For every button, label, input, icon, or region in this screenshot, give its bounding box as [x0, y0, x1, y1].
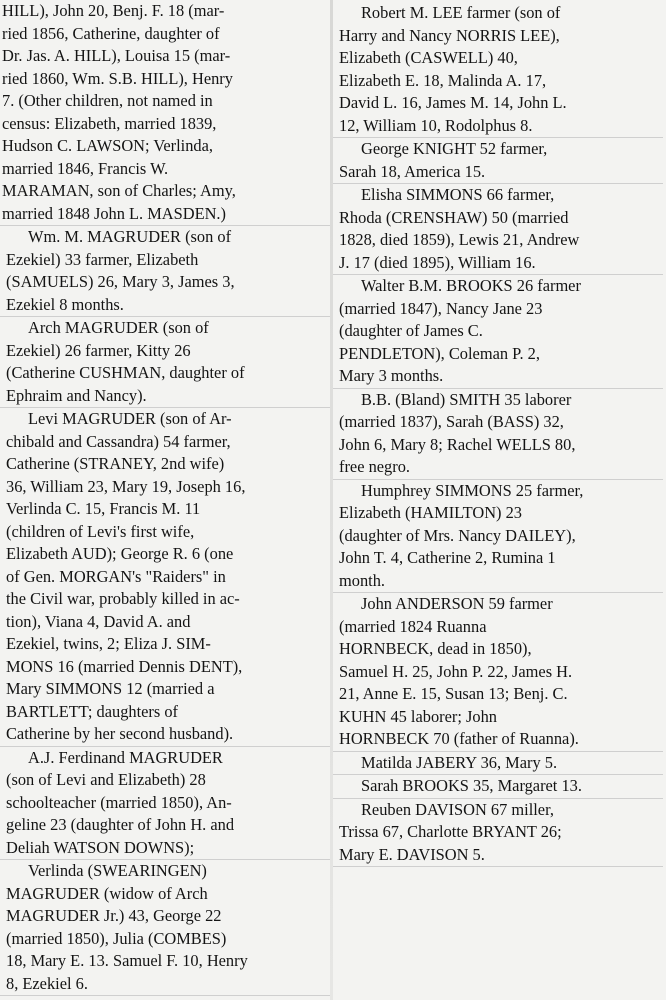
entry-line: Reuben DAVISON 67 miller, — [361, 799, 554, 819]
entry-line: (children of Levi's first wife, — [6, 521, 195, 541]
entry-line: ried 1856, Catherine, daughter of — [2, 23, 220, 43]
entry-line: married 1848 John L. MASDEN.) — [2, 203, 226, 223]
entry-line: BARTLETT; daughters of — [6, 701, 178, 721]
entry-line: MAGRUDER (widow of Arch — [6, 883, 208, 903]
census-entry — [333, 593, 663, 752]
census-entry — [333, 799, 663, 868]
entry-line: Arch MAGRUDER (son of — [28, 318, 209, 337]
census-entry — [333, 775, 663, 799]
left-column — [0, 0, 330, 996]
census-entry — [333, 480, 663, 594]
entry-line: (married 1847), Nancy Jane 23 — [339, 298, 543, 318]
entry-line: 7. (Other children, not named in — [2, 91, 213, 110]
entry-line: tion), Viana 4, David A. and — [6, 611, 191, 631]
entry-line: Matilda JABERY 36, Mary 5. — [361, 752, 558, 772]
census-entry — [0, 408, 330, 747]
entry-line: 18, Mary E. 13. Samuel F. 10, Henry — [6, 951, 248, 970]
entry-line: A.J. Ferdinand MAGRUDER — [28, 747, 223, 767]
entry-line: Rhoda (CRENSHAW) 50 (married — [339, 207, 569, 227]
entry-line: Levi MAGRUDER (son of Ar- — [28, 409, 232, 428]
entry-line: Robert M. LEE farmer (son of — [361, 3, 561, 22]
entry-line: Mary E. DAVISON 5. — [339, 844, 485, 864]
entry-line: Verlinda (SWEARINGEN) — [28, 861, 207, 880]
entry-line: Ezekiel) 26 farmer, Kitty 26 — [6, 340, 191, 360]
entry-line: (SAMUELS) 26, Mary 3, James 3, — [6, 272, 235, 291]
entry-line: Ezekiel, twins, 2; Eliza J. SIM- — [6, 634, 211, 653]
entry-line: geline 23 (daughter of John H. and — [6, 815, 235, 834]
entry-line: Catherine (STRANEY, 2nd wife) — [6, 454, 225, 473]
entry-line: B.B. (Bland) SMITH 35 laborer — [361, 389, 572, 409]
entry-line: Trissa 67, Charlotte BRYANT 26; — [339, 822, 562, 841]
census-entry — [333, 2, 663, 138]
entry-line: HILL), John 20, Benj. F. 18 (mar- — [2, 1, 225, 20]
entry-line: Sarah 18, America 15. — [339, 161, 486, 181]
census-entry — [333, 752, 663, 776]
entry-line: Hudson C. LAWSON; Verlinda, — [2, 136, 213, 155]
right-column — [333, 2, 663, 867]
entry-line: Elizabeth (HAMILTON) 23 — [339, 503, 522, 522]
entry-line: Samuel H. 25, John P. 22, James H. — [339, 661, 573, 681]
entry-line: (son of Levi and Elizabeth) 28 — [6, 770, 206, 789]
entry-line: (married 1850), Julia (COMBES) — [6, 928, 227, 948]
entry-line: Ezekiel 8 months. — [6, 294, 124, 314]
entry-line: free negro. — [339, 457, 410, 476]
entry-line: month. — [339, 570, 385, 590]
entry-line: Elizabeth E. 18, Malinda A. 17, — [339, 70, 547, 90]
entry-line: 8, Ezekiel 6. — [6, 973, 88, 993]
entry-line: chibald and Cassandra) 54 farmer, — [6, 431, 231, 451]
entry-line: married 1846, Francis W. — [2, 158, 169, 178]
entry-line: Catherine by her second husband). — [6, 724, 234, 743]
entry-line: Verlinda C. 15, Francis M. 11 — [6, 499, 201, 518]
entry-line: Elizabeth (CASWELL) 40, — [339, 48, 518, 67]
entry-line: Elisha SIMMONS 66 farmer, — [361, 185, 555, 204]
entry-line: ried 1860, Wm. S.B. HILL), Henry — [2, 68, 233, 88]
entry-line: (Catherine CUSHMAN, daughter of — [6, 363, 245, 382]
entry-line: census: Elizabeth, married 1839, — [2, 113, 217, 133]
entry-line: Sarah BROOKS 35, Margaret 13. — [361, 776, 582, 795]
census-entry — [333, 389, 663, 480]
entry-line: the Civil war, probably killed in ac- — [6, 589, 240, 608]
entry-line: Walter B.M. BROOKS 26 farmer — [361, 276, 581, 295]
entry-line: Harry and Nancy NORRIS LEE), — [339, 25, 560, 45]
entry-line: KUHN 45 laborer; John — [339, 706, 497, 726]
entry-line: David L. 16, James M. 14, John L. — [339, 93, 567, 112]
entry-line: 21, Anne E. 15, Susan 13; Benj. C. — [339, 684, 568, 703]
census-entry — [0, 860, 330, 996]
entry-line: (married 1824 Ruanna — [339, 616, 487, 636]
entry-line: PENDLETON), Coleman P. 2, — [339, 343, 540, 363]
entry-line: Humphrey SIMMONS 25 farmer, — [361, 480, 584, 500]
entry-line: George KNIGHT 52 farmer, — [361, 139, 548, 158]
entry-line: 1828, died 1859), Lewis 21, Andrew — [339, 230, 580, 249]
census-entry — [0, 317, 330, 408]
entry-line: 36, William 23, Mary 19, Joseph 16, — [6, 476, 246, 496]
entry-line: Mary 3 months. — [339, 366, 444, 385]
census-entry — [333, 184, 663, 275]
census-entry — [0, 747, 330, 861]
entry-line: 12, William 10, Rodolphus 8. — [339, 115, 533, 135]
entry-line: MARAMAN, son of Charles; Amy, — [2, 181, 236, 200]
census-entry — [333, 138, 663, 184]
entry-line: schoolteacher (married 1850), An- — [6, 792, 232, 812]
census-entry — [0, 226, 330, 317]
entry-line: Elizabeth AUD); George R. 6 (one — [6, 544, 234, 563]
entry-line: Dr. Jas. A. HILL), Louisa 15 (mar- — [2, 46, 231, 65]
entry-line: of Gen. MORGAN's "Raiders" in — [6, 566, 226, 586]
entry-line: Mary SIMMONS 12 (married a — [6, 679, 215, 698]
entry-line: Ephraim and Nancy). — [6, 385, 147, 405]
entry-line: John 6, Mary 8; Rachel WELLS 80, — [339, 434, 576, 454]
entry-line: (daughter of James C. — [339, 321, 483, 340]
entry-line: (married 1837), Sarah (BASS) 32, — [339, 412, 564, 431]
entry-line: John T. 4, Catherine 2, Rumina 1 — [339, 548, 556, 567]
entry-line: John ANDERSON 59 farmer — [361, 594, 553, 613]
entry-line: Ezekiel) 33 farmer, Elizabeth — [6, 249, 199, 269]
census-entry — [0, 0, 330, 226]
entry-line: (daughter of Mrs. Nancy DAILEY), — [339, 525, 576, 545]
entry-line: Deliah WATSON DOWNS); — [6, 837, 195, 857]
entry-line: J. 17 (died 1895), William 16. — [339, 252, 536, 272]
entry-line: MAGRUDER Jr.) 43, George 22 — [6, 906, 222, 925]
entry-line: HORNBECK 70 (father of Ruanna). — [339, 729, 579, 748]
entry-line: MONS 16 (married Dennis DENT), — [6, 656, 243, 676]
entry-line: Wm. M. MAGRUDER (son of — [28, 227, 232, 246]
census-entry — [333, 275, 663, 389]
entry-line: HORNBECK, dead in 1850), — [339, 639, 532, 658]
